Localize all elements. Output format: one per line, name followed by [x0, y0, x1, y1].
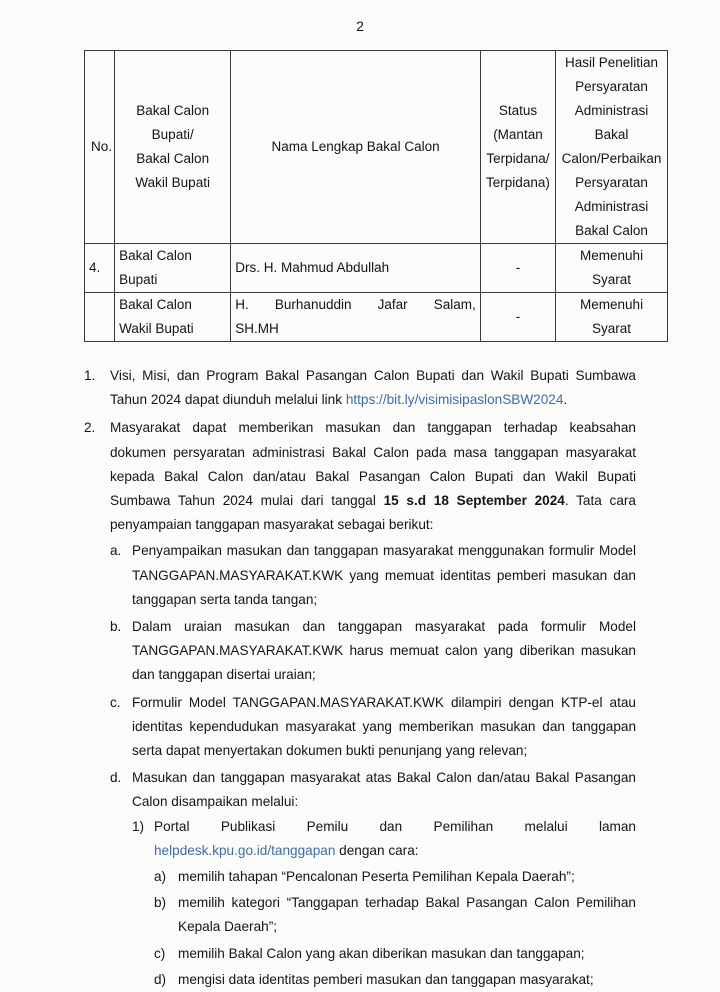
- header-category-line: Bakal Calon: [136, 103, 210, 118]
- step-item: [154, 891, 636, 939]
- cell-result-line: Memenuhi: [580, 248, 644, 263]
- sub-list: [110, 539, 636, 992]
- header-status: [480, 51, 555, 244]
- cell-result-line: Syarat: [592, 321, 632, 336]
- channel-text: Portal Publikasi Pemilu dan Pemilihan melalui laman: [154, 818, 636, 834]
- item-text-end: .: [563, 392, 568, 408]
- item-text: Visi, Misi, dan Program Bakal Pasangan Calon Bupati dan Wakil Bupati Sumbawa Tahun 2024 dapat diunduh melalui link: [110, 368, 636, 408]
- step-text: memilih tahapan “Pencalonan Peserta Pemilihan Kepala Daerah”;: [178, 869, 575, 885]
- list-item: [84, 364, 636, 412]
- channel-marker: 1): [132, 818, 145, 834]
- step-text: memilih Bakal Calon yang akan diberikan masukan dan tanggapan;: [178, 945, 585, 961]
- step-item: [154, 942, 636, 966]
- header-category-line: Bakal Calon: [136, 151, 210, 166]
- cell-category: [115, 244, 231, 293]
- item-text: . Tata cara penyampaian tanggapan masyarakat sebagai berikut:: [110, 493, 636, 533]
- requirements-table: [84, 50, 668, 342]
- cell-category-line: Wakil Bupati: [119, 321, 194, 336]
- sub-item: [110, 615, 636, 688]
- header-result-line: Bakal Calon: [575, 223, 648, 238]
- cell-no: [85, 293, 115, 342]
- cell-result: [556, 244, 668, 293]
- list-item: [84, 416, 636, 992]
- cell-name: [231, 293, 481, 342]
- cell-name: Drs. H. Mahmud Abdullah: [231, 244, 481, 293]
- channel-list: [132, 815, 636, 992]
- step-marker: b): [154, 895, 167, 911]
- cell-result-line: Memenuhi: [580, 297, 644, 312]
- cell-name-line: H. Burhanuddin Jafar Salam,: [235, 297, 476, 312]
- sub-item-text: Dalam uraian masukan dan tanggapan masyarakat pada formulir Model TANGGAPAN.MASYARAKAT.KWK harus memuat calon yang diberikan masukan dan tanggapan disertai uraian;: [132, 619, 636, 683]
- cell-name-line: SH.MH: [235, 321, 279, 336]
- table-row: [85, 244, 668, 293]
- visimisi-link[interactable]: https://bit.ly/visimisipaslonSBW2024: [345, 392, 564, 408]
- step-marker: d): [154, 971, 167, 987]
- step-item: [154, 865, 636, 889]
- header-result-line: Hasil Penelitian: [565, 55, 659, 70]
- step-item: [154, 968, 636, 992]
- sub-item: [110, 691, 636, 764]
- cell-category-line: Bakal Calon: [119, 248, 192, 263]
- channel-text-after: dengan cara:: [335, 842, 419, 858]
- helpdesk-link[interactable]: helpdesk.kpu.go.id/tanggapan: [154, 842, 336, 858]
- header-category-line: Wakil Bupati: [135, 175, 210, 190]
- header-result-line: Bakal: [594, 127, 629, 142]
- page-number: 2: [356, 18, 364, 34]
- step-list: [154, 865, 636, 992]
- header-status-line: Status: [498, 103, 538, 118]
- sub-marker: b.: [110, 619, 122, 635]
- step-marker: c): [154, 945, 166, 961]
- header-status-line: Terpidana/: [486, 151, 550, 166]
- cell-category: [115, 293, 231, 342]
- cell-status: -: [480, 293, 555, 342]
- list-marker: 2.: [84, 420, 96, 436]
- channel-item: [132, 815, 636, 992]
- step-marker: a): [154, 869, 167, 885]
- header-result-line: Administrasi: [574, 103, 649, 118]
- cell-category-line: Bupati: [119, 272, 158, 287]
- cell-result: [556, 293, 668, 342]
- date-range: 15 s.d 18 September 2024: [383, 493, 565, 509]
- header-status-line: (Mantan: [493, 127, 543, 142]
- item-text: Masyarakat dapat memberikan masukan dan tanggapan terhadap keabsahan dokumen persyaratan administrasi Bakal Calon pada masa tanggapan masyarakat kepada Bakal Calon dan/atau Bakal Pasangan Calon Bupati dan Wakil Bupati Sumbawa Tahun 2024 mulai dari tanggal: [110, 420, 636, 509]
- header-result-line: Calon/Perbaikan: [561, 151, 662, 166]
- list-marker: 1.: [84, 368, 96, 383]
- step-text: mengisi data identitas pemberi masukan dan tanggapan masyarakat;: [178, 971, 594, 987]
- main-list: [84, 364, 636, 992]
- document-body: [84, 364, 636, 992]
- sub-marker: a.: [110, 543, 122, 559]
- header-category-line: Bupati/: [151, 127, 194, 142]
- header-category: [115, 51, 231, 244]
- header-status-line: Terpidana): [486, 175, 550, 190]
- cell-status: -: [480, 244, 555, 293]
- header-result-line: Persyaratan: [575, 79, 648, 94]
- sub-item-text: Formulir Model TANGGAPAN.MASYARAKAT.KWK dilampiri dengan KTP-el atau identitas kependudukan masyarakat yang memberikan masukan dan tanggapan serta dapat menyertakan dokumen bukti penunjang yang relevan;: [132, 694, 636, 759]
- cell-no: 4.: [85, 244, 115, 293]
- sub-item-text: Penyampaikan masukan dan tanggapan masyarakat menggunakan formulir Model TANGGAPAN.MASYARAKAT.KWK yang memuat identitas pemberi masukan dan tanggapan serta tanda tangan;: [132, 543, 636, 607]
- cell-result-line: Syarat: [592, 272, 632, 287]
- sub-marker: c.: [110, 694, 121, 710]
- cell-category-line: Bakal Calon: [119, 297, 192, 312]
- table-header-row: [85, 51, 668, 244]
- table-row: [85, 293, 668, 342]
- header-result: [556, 51, 668, 244]
- sub-item: [110, 539, 636, 612]
- header-name: Nama Lengkap Bakal Calon: [231, 51, 481, 244]
- step-text: memilih kategori “Tanggapan terhadap Bakal Pasangan Calon Pemilihan Kepala Daerah”;: [178, 895, 636, 935]
- header-no: No.: [85, 51, 115, 244]
- header-result-line: Administrasi: [574, 199, 649, 214]
- header-result-line: Persyaratan: [575, 175, 648, 190]
- sub-item-text: Masukan dan tanggapan masyarakat atas Bakal Calon dan/atau Bakal Pasangan Calon disampaikan melalui:: [132, 770, 636, 810]
- sub-item: [110, 766, 636, 992]
- sub-marker: d.: [110, 770, 122, 786]
